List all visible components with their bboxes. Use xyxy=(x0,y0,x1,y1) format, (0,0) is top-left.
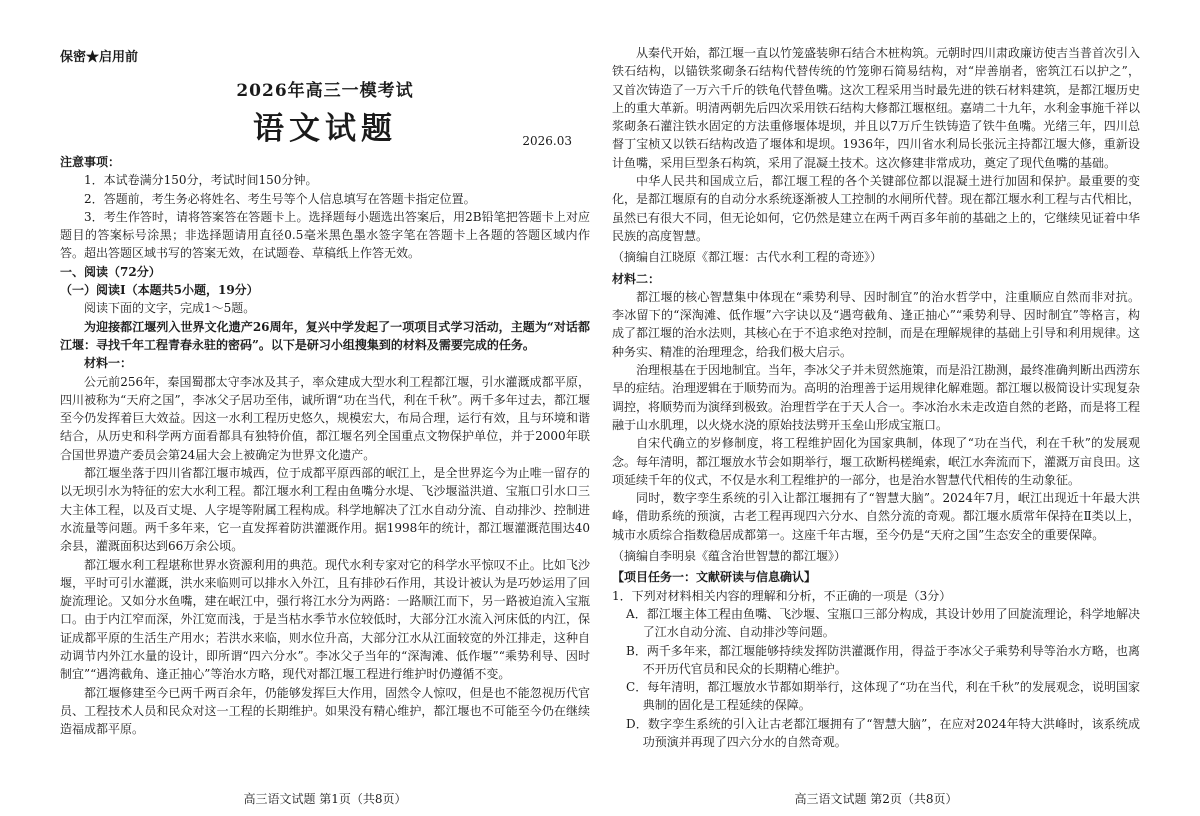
exam-date: 2026.03 xyxy=(522,134,572,148)
page-2 xyxy=(612,0,1140,816)
material-1-paragraph: 从秦代开始，都江堰一直以竹笼盛装卵石结合木桩构筑。元朝时四川肃政廉访使吉当普首次引入铁石结构，以锚铁浆砌条石结构代替传统的竹笼卵石简易结构，对“岸善崩者，密筑江石以护之”，又首次铸造了一万六千斤的铁龟代替鱼嘴。这次工程采用当时最先进的铁石材料建筑，是都江堰历史上的重大革新。明清两朝先后四次采用铁石结构大修都江堰枢纽。嘉靖二十九年，水利金事施千祥以浆砌条石灌注铁水固定的方法重修堰体堤坝，并且以7万斤生铁铸造了铁牛鱼嘴。光绪三年，四川总督丁宝桢又以铁石结构改造了堰体和堤坝。1936年，四川省水利局长张沅主持都江堰大修，重新设计鱼嘴，采用巨型条石构筑，采用了混凝土技术。这次修建非常成功，奠定了现代鱼嘴的基础。 xyxy=(612,46,1140,170)
intro-paragraph: 为迎接都江堰列入世界文化遗产26周年，复兴中学发起了一项项目式学习活动，主题为“对话都江堰：寻找千年工程青春永驻的密码”。以下是研习小组搜集到的材料及需要完成的任务。 xyxy=(60,319,590,352)
note-1: 1．本试卷满分150分，考试时间150分钟。 xyxy=(84,173,318,188)
option-b: B．两千多年来，都江堰能够持续发挥防洪灌溉作用，得益于李冰父子乘势利导等治水方略，也离不开历代官员和民众的长期精心维护。 xyxy=(626,643,1140,676)
material-2-paragraph: 同时，数字孪生系统的引入让都江堰拥有了“智慧大脑”。2024年7月，岷江出现近十年最大洪峰，借助系统的预演，古老工程再现四六分水、自然分流的奇观。都江堰水质常年保持在Ⅱ类以上，城市水质综合指数稳居成都第一。这座千年古堰，至今仍是“天府之国”生态安全的重要保障。 xyxy=(612,491,1140,542)
material-2-label: 材料二： xyxy=(612,271,661,286)
material-2-paragraph: 都江堰的核心智慧集中体现在“乘势利导、因时制宜”的治水哲学中，注重顺应自然而非对抗。李冰留下的“深淘滩、低作堰”六字诀以及“遇弯截角、逢正抽心”“乘势利导、因时制宜”等格言，构成了都江堰的治水法则，其核心在于不追求绝对控制，而是在理解规律的基础上引导和利用规律。这种务实、精准的治理理念，给我们极大启示。 xyxy=(612,289,1140,359)
material-1-paragraph: 都江堰水利工程堪称世界水资源利用的典范。现代水利专家对它的科学水平惊叹不止。比如飞沙堰，平时可引水灌溉，洪水来临则可以排水入外江，且有排砂石作用，其设计被认为是巧妙运用了回旋流理论。又如分水鱼嘴，建在岷江中，强行将江水分为两路：一路顺江而下，另一路被迫流入宝瓶口。由于内江窄而深，外江宽而浅，于是当枯水季节水位较低时，大部分江水流入河床低的内江，保证成都平原的生活生产用水；若洪水来临，则水位升高，大部分江水从江面较宽的外江排走，这种自动调节内外江水量的设计，即所谓“四六分水”。李冰父子当年的“深淘滩、低作堰”“乘势利导、因时制宜”“遇湾截角、逢正抽心”等治水方略，现代对都江堰工程进行维护时仍遵循不变。 xyxy=(60,557,590,682)
page-1-footer: 高三语文试题 第1页（共8页） xyxy=(243,792,407,806)
page-1 xyxy=(60,0,590,816)
material-1-paragraph: 公元前256年，秦国蜀郡太守李冰及其子，率众建成大型水利工程都江堰，引水灌溉成都平原，四川被称为“天府之国”，李冰父子居功至伟，诚所谓“功在当代，利在千秋”。两千多年过去，都江堰至今仍发挥着巨大效益。因这一水利工程历史悠久，规模宏大，布局合理，运行有效，且与环境和谐结合，从历史和科学两方面看都具有独特价值，都江堰名列全国重点文物保护单位，并于2000年联合国世界遗产委员会第24届大会上被确定为世界文化遗产。 xyxy=(60,374,590,462)
subject-title: 语文试题 xyxy=(253,111,397,147)
option-a: A．都江堰主体工程由鱼嘴、飞沙堰、宝瓶口三部分构成，其设计妙用了回旋流理论，科学地解决了江水自动分流、自动排沙等问题。 xyxy=(626,606,1140,640)
note-2: 2．答题前，考生务必将姓名、考生号等个人信息填写在答题卡指定位置。 xyxy=(84,191,476,206)
material-1-paragraph: 都江堰修建至今已两千两百余年，仍能够发挥巨大作用，固然令人惊叹，但是也不能忽视历代官员、工程技术人员和民众对这一工程的长期维护。如果没有精心维护，都江堰也不可能至今仍在继续造福成都平原。 xyxy=(60,685,590,737)
material-2-paragraph: 自宋代确立的岁修制度，将工程维护固化为国家典制，体现了“功在当代，利在千秋”的发展观念。每年清明，都江堰放水节会如期举行，堰工砍断杩槎绳索，岷江水奔流而下，灌溉万亩良田。这项延续千年的仪式，不仅是水利工程维护的一部分，也是治水智慧代代相传的生动象征。 xyxy=(612,436,1140,487)
notes-heading: 注意事项： xyxy=(60,155,121,169)
material-1-label: 材料一： xyxy=(84,356,133,371)
task-heading: 【项目任务一：文献研读与信息确认】 xyxy=(612,570,817,585)
confidential-mark: 保密★启用前 xyxy=(60,50,139,65)
material-1-paragraph: 都江堰坐落于四川省都江堰市城西，位于成都平原西部的岷江上，是全世界迄今为止唯一留存的以无坝引水为特征的宏大水利工程。都江堰水利工程由鱼嘴分水堤、飞沙堰溢洪道、宝瓶口引水口三大主体工程，以及百丈堤、人字堤等附属工程构成。科学地解决了江水自动分流、自动排沙、控制进水流量等问题。两千多年来，它一直发挥着防洪灌溉作用。据1998年的统计，都江堰灌溉范围达40余县，灌溉面积达到66万余公顷。 xyxy=(60,466,590,554)
note-3: 3．考生作答时，请将答案答在答题卡上。选择题每小题选出答案后，用2B铅笔把答题卡上对应题目的答案标号涂黑；非选择题请用直径0.5毫米黑色墨水签字笔在答题卡上各题的答题区域内作答。超出答题区域书写的答案无效，在试题卷、草稿纸上作答无效。 xyxy=(60,209,590,261)
source-citation-2: （摘编自李明泉《蕴含治世智慧的都江堰》） xyxy=(612,549,847,564)
instruction: 阅读下面的文字，完成1～5题。 xyxy=(84,301,256,316)
page-2-body xyxy=(612,44,1140,751)
exam-title: 2026年高三一模考试 xyxy=(236,81,414,101)
material-2-paragraph: 治理根基在于因地制宜。当年，李冰父子并未贸然施策，而是沿江勘测，最终准确判断出西涝东旱的症结。治理逻辑在于顺势而为。高明的治理善于运用规律化解难题。都江堰以极简设计实现复杂调控，将顺势而为演绎到极致。治理哲学在于天人合一。李冰治水未走改造自然的老路，而是将工程融于山水肌理，以火烧水浇的原始技法劈开玉垒山形成宝瓶口。 xyxy=(612,363,1140,432)
question-1: 1．下列对材料相关内容的理解和分析，不正确的一项是（3分） xyxy=(612,588,952,603)
page-1-body xyxy=(60,153,590,739)
option-c: C．每年清明，都江堰放水节都如期举行，这体现了“功在当代，利在千秋”的发展观念，说明国家典制的固化是工程延续的保障。 xyxy=(626,680,1140,713)
material-1-paragraph: 中华人民共和国成立后，都江堰工程的各个关键部位都以混凝土进行加固和保护。最重要的变化，是都江堰原有的自动分水系统逐渐被人工控制的水闸所代替。现在都江堰水利工程与古代相比，虽然已有很大不同，但无论如何，它仍然是建立在两千两百多年前的基础之上的，它继续见证着中华民族的高度智慧。 xyxy=(612,174,1140,243)
source-citation-1: （摘编自江晓原《都江堰：古代水利工程的奇迹》） xyxy=(612,250,883,265)
page-2-footer: 高三语文试题 第2页（共8页） xyxy=(794,792,958,806)
option-d: D．数字孪生系统的引入让古老都江堰拥有了“智慧大脑”，在应对2024年特大洪峰时，该系统成功预演并再现了四六分水的自然奇观。 xyxy=(626,716,1140,749)
section-heading: 一、阅读（72分） xyxy=(60,264,161,279)
subsection-heading: （一）阅读Ⅰ（本题共5小题，19分） xyxy=(60,283,259,298)
